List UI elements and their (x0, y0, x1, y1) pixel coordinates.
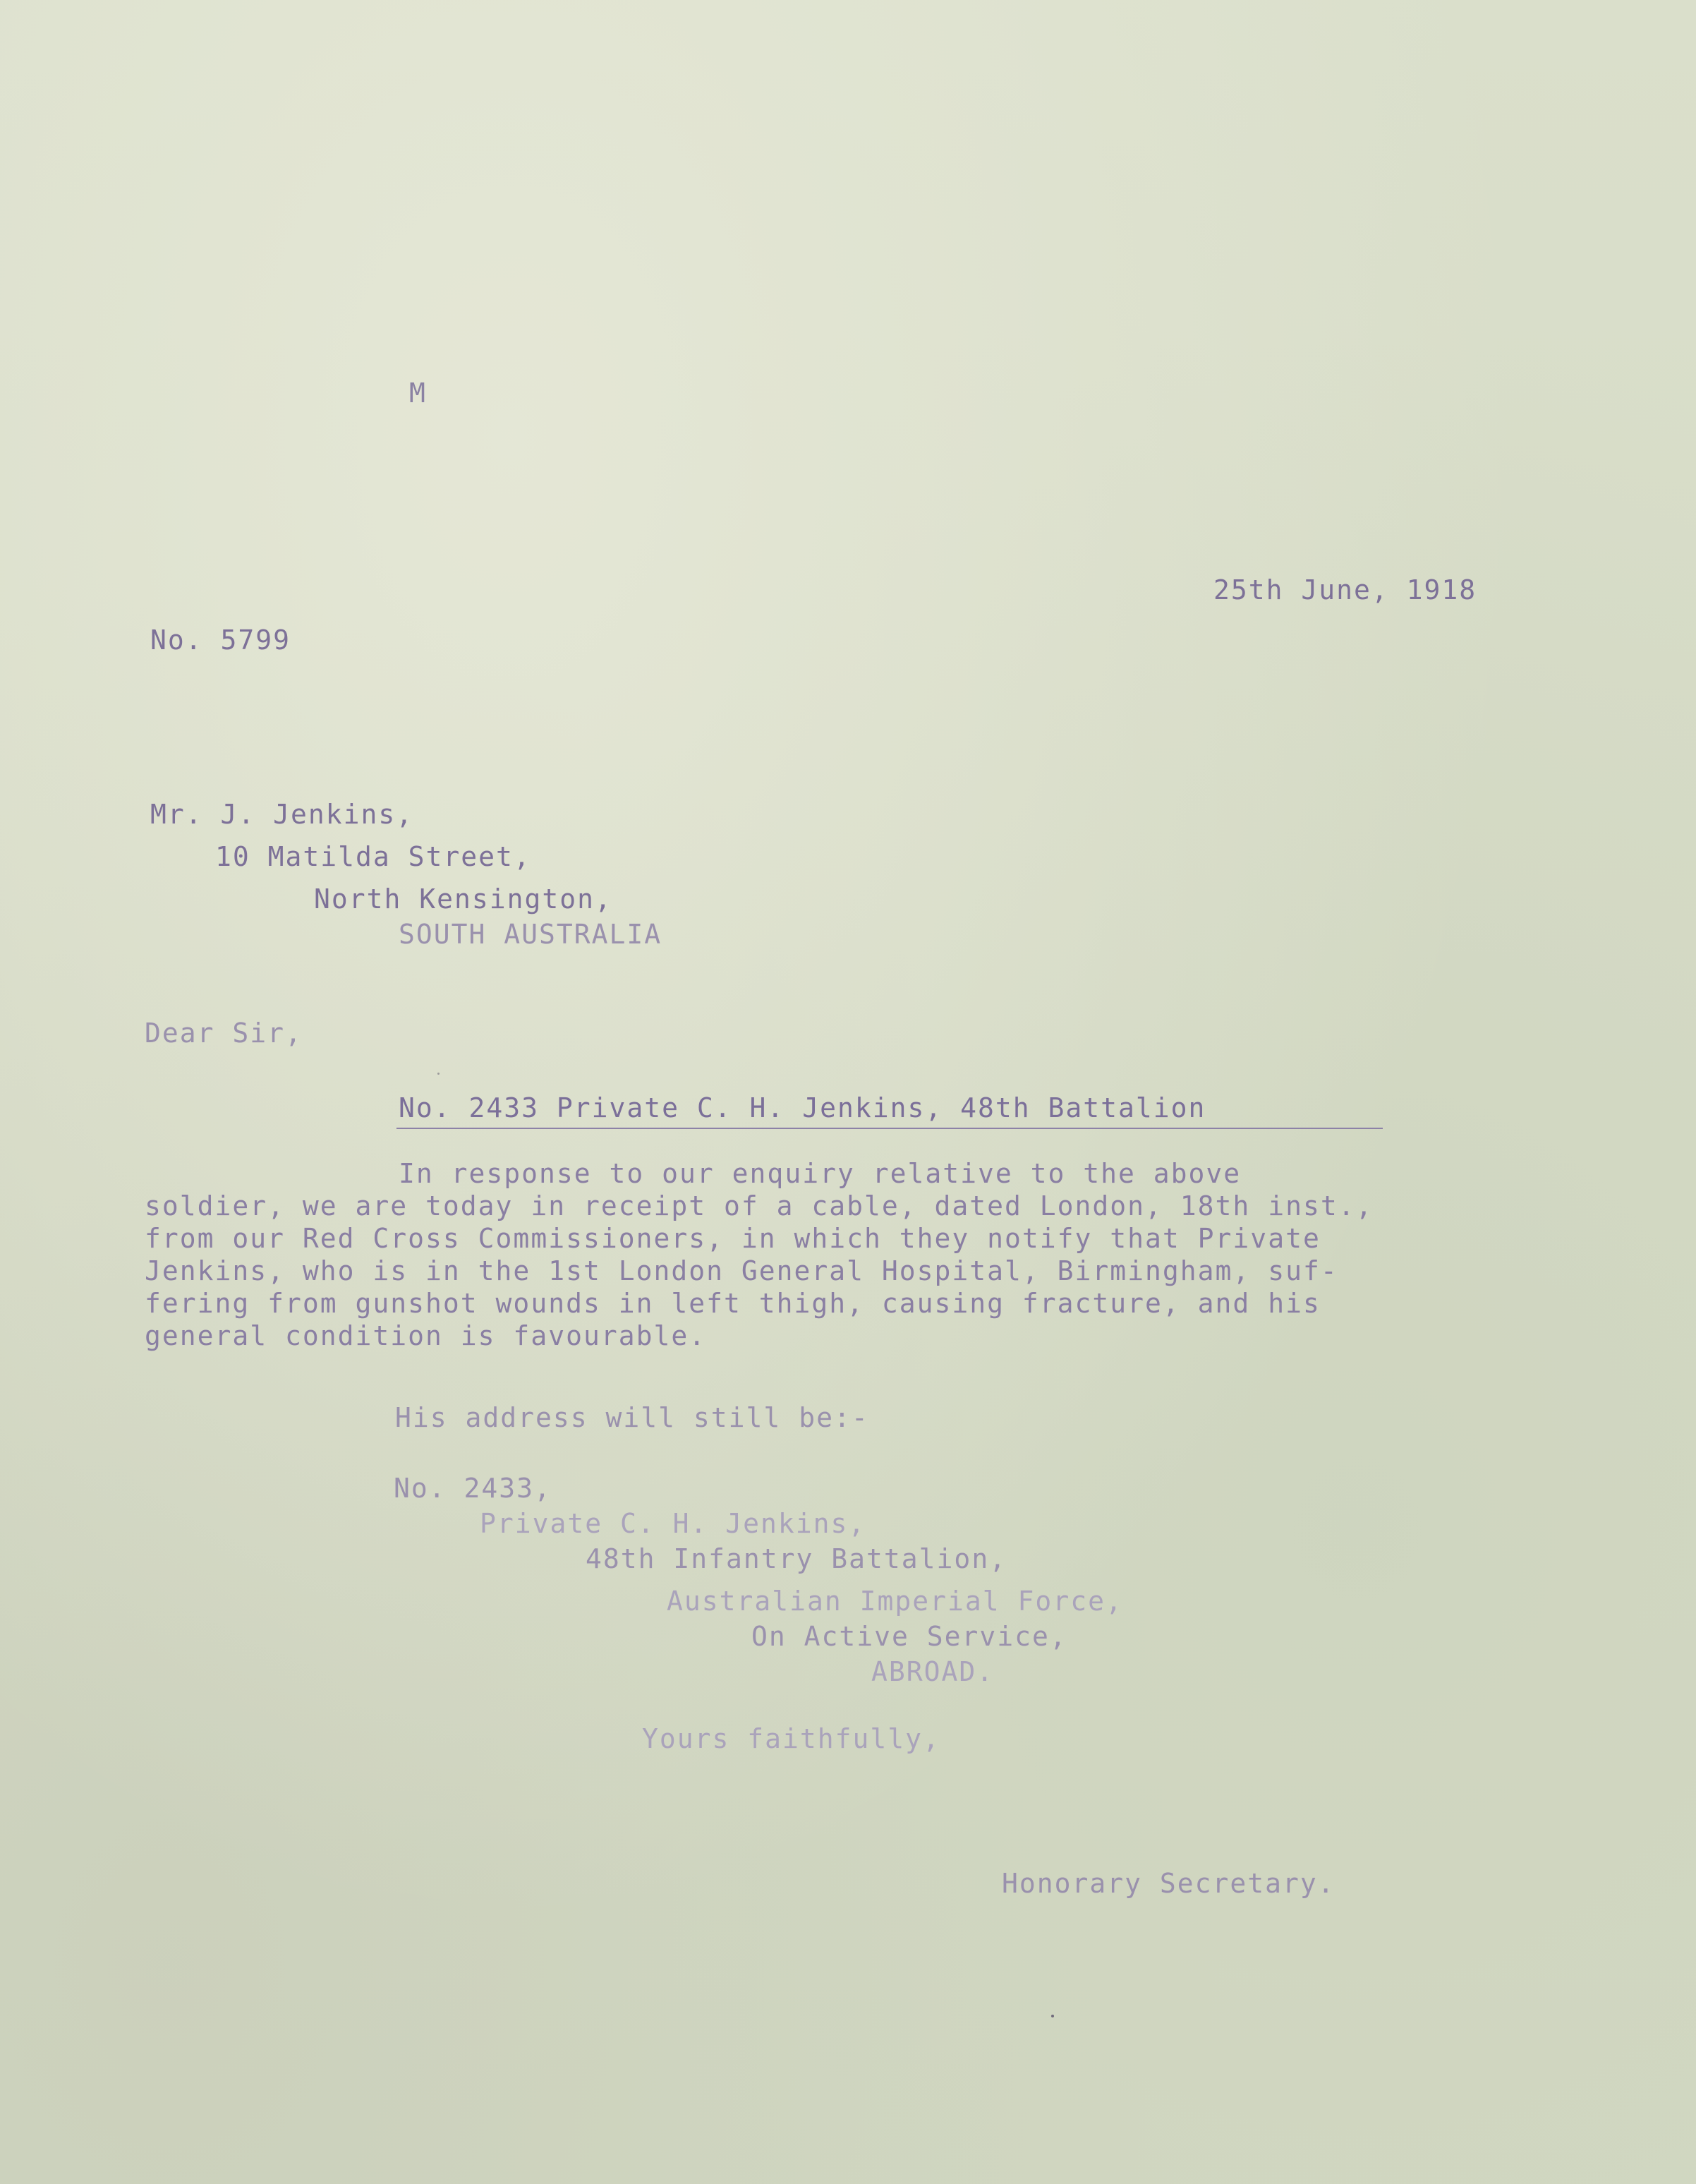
soldier-unit: 48th Infantry Battalion, (586, 1543, 1007, 1574)
body-line: soldier, we are today in receipt of a cable, dated London, 18th inst., (145, 1190, 1374, 1221)
soldier-location: ABROAD. (871, 1656, 995, 1687)
soldier-number: No. 2433, (394, 1473, 552, 1504)
recipient-suburb: North Kensington, (314, 883, 612, 915)
address-intro: His address will still be:- (395, 1402, 869, 1433)
subject-underline (396, 1128, 1383, 1129)
body-line: from our Red Cross Commissioners, in which they notify that Private (145, 1223, 1321, 1254)
initial-mark: M (409, 378, 425, 409)
body-line: general condition is favourable. (145, 1320, 707, 1351)
closing: Yours faithfully, (642, 1723, 940, 1754)
recipient-name: Mr. J. Jenkins, (150, 799, 414, 830)
paper-speck (1051, 2015, 1054, 2017)
soldier-name: Private C. H. Jenkins, (480, 1508, 866, 1539)
body-line: Jenkins, who is in the 1st London General Hospital, Birmingham, suf- (145, 1255, 1338, 1286)
body-line: In response to our enquiry relative to the above (399, 1158, 1242, 1189)
recipient-state: SOUTH AUSTRALIA (399, 919, 662, 950)
salutation: Dear Sir, (145, 1018, 303, 1049)
soldier-service: On Active Service, (751, 1621, 1067, 1652)
soldier-force: Australian Imperial Force, (667, 1586, 1123, 1617)
signatory-title: Honorary Secretary. (1002, 1868, 1335, 1899)
body-paragraph (145, 1157, 1373, 1352)
body-line: fering from gunshot wounds in left thigh, causing fracture, and his (145, 1288, 1321, 1319)
recipient-street: 10 Matilda Street, (215, 841, 531, 872)
letter-date: 25th June, 1918 (1213, 574, 1477, 605)
paper-speck (437, 1073, 440, 1075)
reference-number: No. 5799 (150, 625, 291, 656)
subject-line: No. 2433 Private C. H. Jenkins, 48th Battalion (399, 1092, 1206, 1123)
